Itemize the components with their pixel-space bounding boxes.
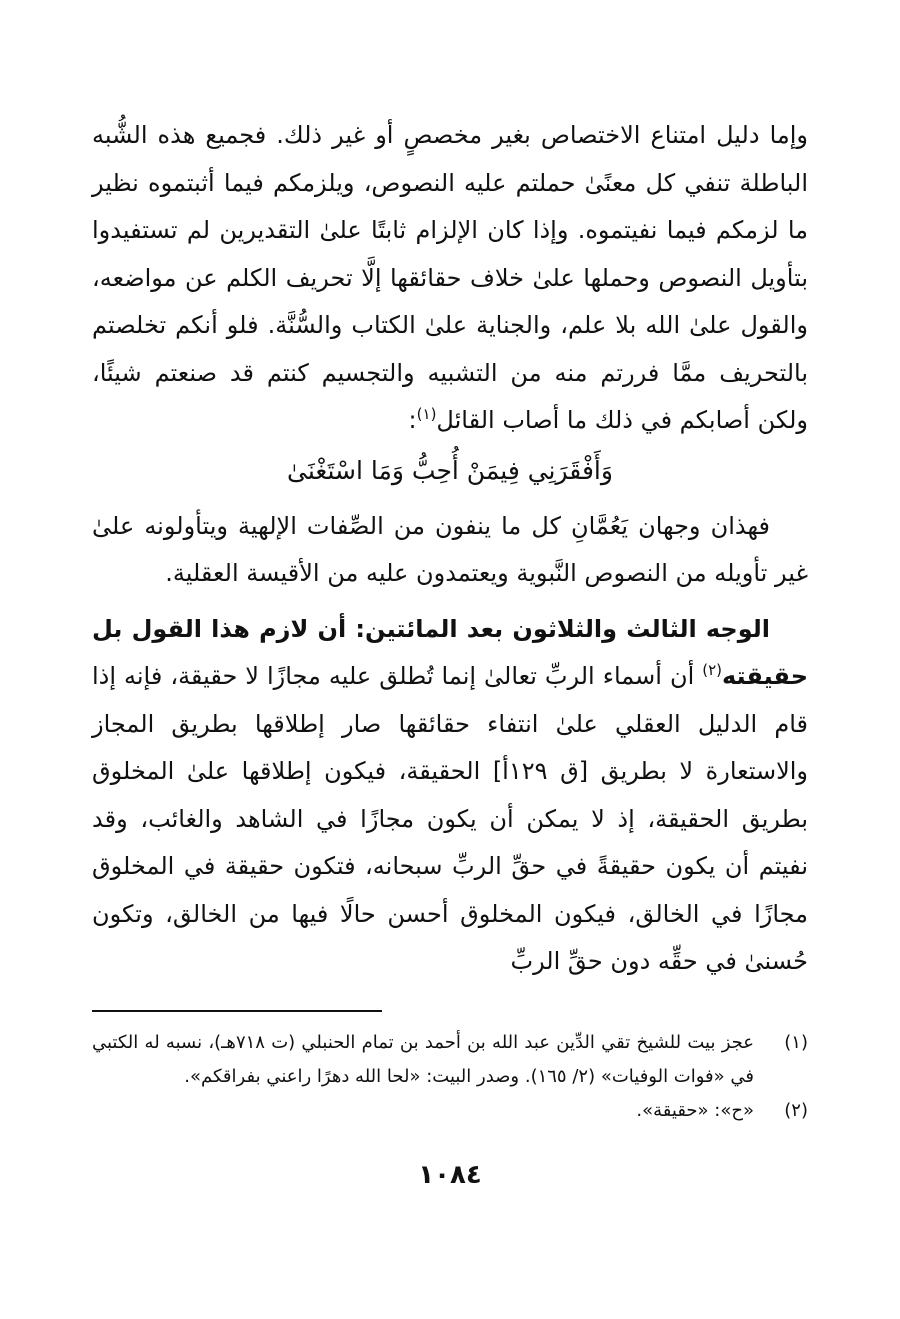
paragraph-1-text: وإما دليل امتناع الاختصاص بغير مخصصٍ أو غير ذلك. فجميع هذه الشُّبه الباطلة تنفي كل معنًىٰ حملتم عليه النصوص، ويلزمكم فيما أثبتموه نظير ما لزمكم فيما نفيتموه. وإذا كان الإلزام ثابتًا علىٰ التقديرين لم تستفيدوا بتأويل النصوص وحملها علىٰ خلاف حقائقها إلَّا تحريف الكلم عن مواضعه، والقول علىٰ الله بلا علم، والجناية علىٰ الكتاب والسُّنَّة. فلو أنكم تخلصتم بالتحريف ممَّا فررتم منه من التشبيه والتجسيم كنتم قد صنعتم شيئًا، ولكن أصابكم في ذلك ما أصاب القائل bbox=[92, 121, 808, 434]
footnote-separator bbox=[92, 1010, 382, 1012]
footnote-number: (٢) bbox=[784, 1099, 808, 1121]
footnote-2 bbox=[92, 1094, 808, 1128]
footnote-1 bbox=[92, 1026, 808, 1094]
footnote-ref-2[interactable]: (٢) bbox=[702, 661, 722, 679]
poetry-verse: وَأَفْقَرَنِي فِيمَنْ أُحِبُّ وَمَا اسْتَغْنَىٰ bbox=[287, 455, 613, 485]
footnote-text: «ح»: «حقيقة». bbox=[636, 1099, 754, 1121]
footnote-ref-1[interactable]: (١) bbox=[416, 405, 437, 423]
footnote-text: عجز بيت للشيخ تقي الدِّين عبد الله بن أحمد بن تمام الحنبلي (ت ٧١٨هـ)، نسبه له الكتبي في «فوات الوفيات» (٢/ ١٦٥). وصدر البيت: «لحا الله دهرًا راعني بفراقكم». bbox=[92, 1031, 755, 1087]
main-text bbox=[92, 112, 808, 986]
paragraph-1 bbox=[92, 112, 808, 445]
page-number: ١٠٨٤ bbox=[418, 1160, 482, 1190]
paragraph-2: فهذان وجهان يَعُمَّانِ كل ما ينفون من الصِّفات الإلهية ويتأولونه علىٰ غير تأويله من النصوص النَّبوية ويعتمدون عليه من الأقيسة العقلية. bbox=[92, 511, 808, 587]
paragraph-3-text: أن أسماء الربِّ تعالىٰ إنما تُطلق عليه مجازًا لا حقيقة، فإنه إذا قام الدليل العقلي علىٰ انتفاء حقائقها صار إطلاقها بطريق المجاز والاستعارة لا بطريق [ق ١٢٩أ] الحقيقة، فيكون إطلاقها علىٰ المخلوق بطريق الحقيقة، إذ لا يمكن أن يكون مجازًا في الشاهد والغائب، وقد نفيتم أن يكون حقيقةً في حقِّ الربِّ سبحانه، فتكون حقيقة في المخلوق مجازًا في الخالق، فيكون المخلوق أحسن حالًا فيها من الخالق، وتكون حُسنىٰ في حقِّه دون حقِّ الربِّ bbox=[92, 662, 809, 975]
section-heading: الوجه الثالث والثلاثون بعد المائتين: bbox=[355, 614, 771, 643]
footnote-number: (١) bbox=[784, 1031, 808, 1053]
paragraph-1-end: : bbox=[408, 406, 417, 434]
footnotes bbox=[92, 1026, 808, 1128]
paragraph-3 bbox=[92, 606, 808, 986]
section-heading-lead: أن لازم هذا القول بل حقيقته bbox=[92, 614, 808, 690]
